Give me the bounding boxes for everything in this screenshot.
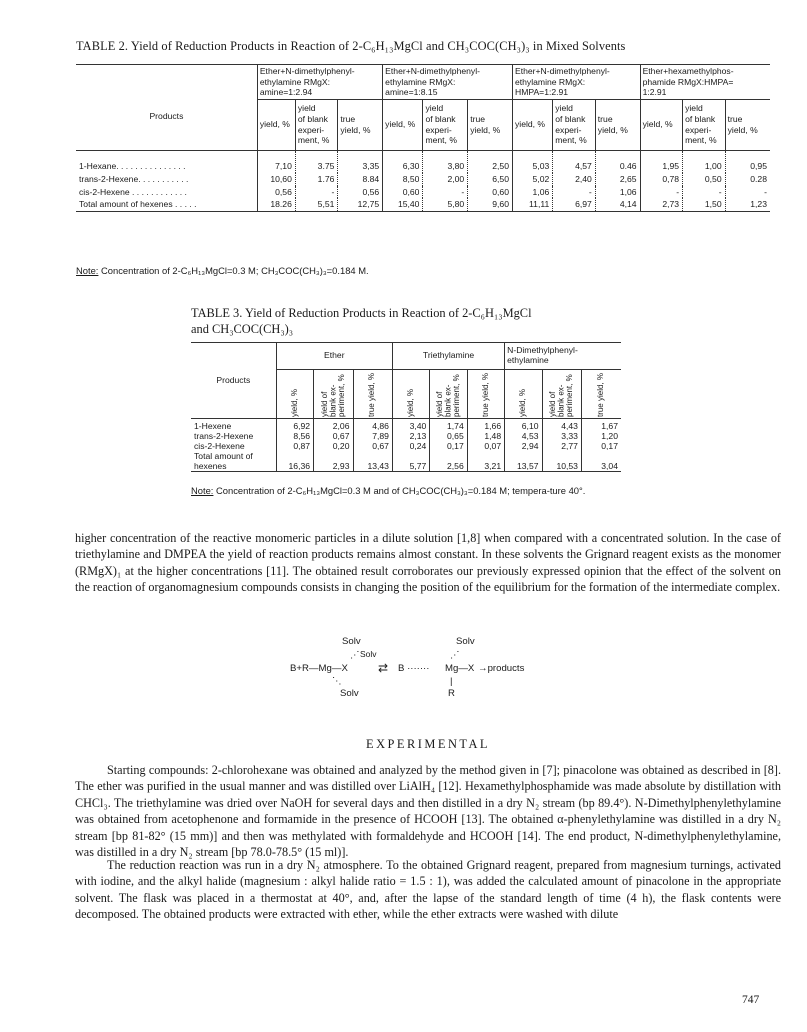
table2-cell: 11,11 bbox=[512, 198, 552, 211]
table2-subhead-blank-yield: yield of blank experi- ment, % bbox=[683, 100, 726, 151]
scheme-left-eq: B+R—Mg—X bbox=[290, 663, 348, 674]
table3-cell: 2,13 bbox=[392, 432, 429, 442]
table3-cell: 7,89 bbox=[353, 432, 392, 442]
table3-cell: 1,74 bbox=[430, 419, 467, 432]
table2-subhead-true-yield: true yield, % bbox=[468, 100, 513, 151]
table3-cell: 2,94 bbox=[505, 442, 542, 452]
table2-cell: - bbox=[295, 186, 338, 199]
table3-products-header: Products bbox=[191, 343, 276, 419]
table3-cell: 0,67 bbox=[353, 442, 392, 452]
table3-row bbox=[191, 462, 621, 472]
table3-row bbox=[191, 419, 621, 432]
table2-cell: 5,03 bbox=[512, 151, 552, 173]
scheme-slash-left: ⋰ bbox=[350, 650, 360, 661]
table3-cell: 0,20 bbox=[314, 442, 353, 452]
table3-row bbox=[191, 442, 621, 452]
table2 bbox=[76, 64, 770, 212]
table2-product-name: trans-2-Hexene. . . . . . . . . . . bbox=[79, 173, 189, 184]
table2-cell: 6,30 bbox=[383, 151, 423, 173]
paragraph-2: Starting compounds: 2-chlorohexane was obtained and analyzed by the method given in [7]; pinacolone was obtained as described in [8]. The ether was purified in the usual manner and was distilled over LiAlH₄ [12]. Hexamethylphosphamide was made absolute by distillation with CHCl₃. The triethylamine was dried over NaOH for several days and then distilled in a dry N₂ stream (bp 89.4°). N-Dimethylphenylethylamine was obtained from acetophenone and formamide in the presence of HCOOH [13]. The obtained α-phenylethylamine was distilled in a dry N₂ stream [bp 81-82° (15 mm)] and then was methylated with formaldehyde and HCOOH [14]. The end product, N-dimethylphenylethylamine, was distilled in a dry N₂ stream [bp 78.0-78.5° (15 ml)]. bbox=[75, 763, 781, 860]
table3-subhead: true yield, % bbox=[581, 370, 621, 419]
table2-cell: 2,00 bbox=[423, 173, 468, 186]
table2-subhead-true-yield: true yield, % bbox=[595, 100, 640, 151]
table2-row bbox=[76, 173, 770, 186]
table3-cell: 4,43 bbox=[542, 419, 581, 432]
table2-cell: 2,65 bbox=[595, 173, 640, 186]
table2-cell: 0,60 bbox=[383, 186, 423, 199]
table3-cell: 3,33 bbox=[542, 432, 581, 442]
table2-note: Note: Concentration of 2-C₆H₁₃MgCl=0.3 M; CH₃COC(CH₃)₃=0.184 M. bbox=[76, 265, 369, 276]
table2-group-2: Ether+N-dimethylphenyl- ethylamine RMgX: amine=1:8.15 bbox=[383, 65, 513, 100]
table2-cell: 10,60 bbox=[257, 173, 295, 186]
table2-cell: 18.26 bbox=[257, 198, 295, 211]
table2-products-header: Products bbox=[76, 65, 257, 151]
table3-cell: 13,43 bbox=[353, 462, 392, 472]
table2-cell: 7,10 bbox=[257, 151, 295, 173]
table2-cell: 4,57 bbox=[553, 151, 596, 173]
table3-cell: 2,06 bbox=[314, 419, 353, 432]
table2-row bbox=[76, 198, 770, 211]
table3-cell: 13,57 bbox=[505, 462, 542, 472]
table2-group-4: Ether+hexamethylphos- phamide RMgX:HMPA= 1:2.91 bbox=[640, 65, 770, 100]
table2-cell: 0,50 bbox=[683, 173, 726, 186]
table2-cell: - bbox=[725, 186, 770, 199]
table2-cell: 1,06 bbox=[595, 186, 640, 199]
table2-cell: 6,97 bbox=[553, 198, 596, 211]
table2-cell: 8.84 bbox=[338, 173, 383, 186]
table2-cell: 3.75 bbox=[295, 151, 338, 173]
table2-cell: 6,50 bbox=[468, 173, 513, 186]
table3-cell: 1,20 bbox=[581, 432, 621, 442]
scheme-products: →products bbox=[478, 663, 525, 674]
scheme-b-dots: B ······· bbox=[398, 663, 430, 674]
table2-row bbox=[76, 151, 770, 173]
table2-cell: - bbox=[423, 186, 468, 199]
table2-subhead-yield: yield, % bbox=[512, 100, 552, 151]
table3-cell: 0,17 bbox=[581, 442, 621, 452]
table2-cell: 5,51 bbox=[295, 198, 338, 211]
table3-cell: 6,10 bbox=[505, 419, 542, 432]
table3-cell: 1,48 bbox=[467, 432, 504, 442]
table3-subhead: yield, % bbox=[505, 370, 542, 419]
table2-subhead-true-yield: true yield, % bbox=[338, 100, 383, 151]
table2-subhead-yield: yield, % bbox=[257, 100, 295, 151]
scheme-solv-inner: Solv bbox=[360, 649, 377, 659]
scheme-mg-x: Mg—X bbox=[445, 663, 475, 674]
table3-cell: 6,92 bbox=[276, 419, 313, 432]
table2-cell: 9,60 bbox=[468, 198, 513, 211]
table3-subhead: true yield, % bbox=[353, 370, 392, 419]
table3-product-name: cis-2-Hexene bbox=[194, 440, 245, 451]
table2-subhead-blank-yield: yield of blank experi- ment, % bbox=[295, 100, 338, 151]
scheme-backslash: ⋱ bbox=[332, 676, 342, 687]
table2-cell: 0,56 bbox=[338, 186, 383, 199]
table2-subhead-yield: yield, % bbox=[383, 100, 423, 151]
reaction-scheme bbox=[290, 636, 550, 732]
table3-cell: 8,56 bbox=[276, 432, 313, 442]
scheme-equilibrium-arrows: ⇄ bbox=[378, 661, 389, 675]
table2-cell: 5,80 bbox=[423, 198, 468, 211]
table3-cell: 3,04 bbox=[581, 462, 621, 472]
scheme-solv-right: Solv bbox=[456, 636, 475, 647]
table2-cell: 1,06 bbox=[512, 186, 552, 199]
table2-cell: 2,50 bbox=[468, 151, 513, 173]
paragraph-3: The reduction reaction was run in a dry N₂ atmosphere. To the obtained Grignard reagent, prepared from magnesium turnings, activated with iodine, and the alkyl halide (magnesium : alkyl halide ratio = 1.5 : 1), was added the calculated amount of pinacolone in the appropriate solvent. The flask was placed in a thermostat at 40°, and, after the lapse of the standard length of time (4 h), the flask contents were decomposed. The obtained products were extracted with ether, while the ether extracts were washed with dilute bbox=[75, 858, 781, 922]
table3-subhead: yield of blank ex-periment, % bbox=[314, 370, 353, 419]
table3-subhead: yield, % bbox=[276, 370, 313, 419]
table3-cell: 2,77 bbox=[542, 442, 581, 452]
table3-cell: 3,21 bbox=[467, 462, 504, 472]
scheme-slash-right: ⋰ bbox=[450, 650, 460, 661]
table3-cell: 1,67 bbox=[581, 419, 621, 432]
table3-cell: 0,67 bbox=[314, 432, 353, 442]
table3-cell: 2,93 bbox=[314, 462, 353, 472]
table3-cell: 10,53 bbox=[542, 462, 581, 472]
table2-cell: 1,50 bbox=[683, 198, 726, 211]
scheme-r-bottom: R bbox=[448, 688, 455, 699]
table2-cell: 0.28 bbox=[725, 173, 770, 186]
page-number: 747 bbox=[742, 994, 760, 1006]
table3-cell: 0,17 bbox=[430, 442, 467, 452]
table2-cell: 2,73 bbox=[640, 198, 683, 211]
table3-product-name: trans-2-Hexene bbox=[194, 430, 254, 441]
table2-subhead-true-yield: true yield, % bbox=[725, 100, 770, 151]
scheme-vbar: | bbox=[450, 676, 453, 687]
table2-subhead-yield: yield, % bbox=[640, 100, 683, 151]
table2-subhead-blank-yield: yield of blank experi- ment, % bbox=[423, 100, 468, 151]
table2-cell: 2,40 bbox=[553, 173, 596, 186]
table2-cell: 0,95 bbox=[725, 151, 770, 173]
table3-cell: 1,66 bbox=[467, 419, 504, 432]
table2-subhead-blank-yield: yield of blank experi- ment, % bbox=[553, 100, 596, 151]
table2-cell: - bbox=[683, 186, 726, 199]
table3-note: Note: Concentration of 2-C₆H₁₃MgCl=0.3 M and of CH₃COC(CH₃)₃=0.184 M; tempera-ture 40°. bbox=[191, 485, 586, 496]
table3 bbox=[191, 342, 621, 472]
table2-cell: 1.76 bbox=[295, 173, 338, 186]
paragraph-1: higher concentration of the reactive monomeric particles in a dilute solution [1,8] when compared with a concentrated solution. In the case of triethylamine and DMPEA the yield of reaction products remains almost constant. In these solvents the Grignard reagent exists as the monomer (RMgX)₁ at the higher concentrations [11]. The obtained result corroborates our previously expressed opinion that the effect of the solvent on the reaction of organomagnesium compounds consists in changing the position of the equilibrium for the formation of the intermediate complex. bbox=[75, 531, 781, 595]
table3-cell: 0,65 bbox=[430, 432, 467, 442]
table2-cell: 3,35 bbox=[338, 151, 383, 173]
table2-cell: 5,02 bbox=[512, 173, 552, 186]
table2-cell: 15,40 bbox=[383, 198, 423, 211]
table3-caption: TABLE 3. Yield of Reduction Products in Reaction of 2-C₆H₁₃MgCl and CH₃COC(CH₃)₃ bbox=[191, 306, 532, 337]
scheme-solv-left: Solv bbox=[342, 636, 361, 647]
table3-row bbox=[191, 432, 621, 442]
table3-subhead: yield of blank ex-periment, % bbox=[430, 370, 467, 419]
table2-group-3: Ether+N-dimethylphenyl- ethylamine RMgX: HMPA=1:2.91 bbox=[512, 65, 640, 100]
table3-cell: 4,53 bbox=[505, 432, 542, 442]
table2-product-name: 1-Hexane. . . . . . . . . . . . . . . bbox=[79, 161, 186, 172]
table3-product-name: 1-Hexene bbox=[194, 421, 232, 431]
table3-subhead: yield, % bbox=[392, 370, 429, 419]
section-heading-experimental: EXPERIMENTAL bbox=[366, 737, 490, 751]
table3-cell: 5,77 bbox=[392, 462, 429, 472]
table2-group-1: Ether+N-dimethylphenyl- ethylamine RMgX: amine=1:2.94 bbox=[257, 65, 382, 100]
table2-cell: 0,60 bbox=[468, 186, 513, 199]
table2-cell: - bbox=[640, 186, 683, 199]
table2-caption: TABLE 2. Yield of Reduction Products in Reaction of 2-C₆H₁₃MgCl and CH₃COC(CH₃)₃ in Mixed Solvents bbox=[76, 39, 626, 53]
table2-cell: 1,23 bbox=[725, 198, 770, 211]
table2-cell: 4,14 bbox=[595, 198, 640, 211]
table3-cell: 0,87 bbox=[276, 442, 313, 452]
table3-group-ether: Ether bbox=[276, 343, 392, 370]
table2-row bbox=[76, 186, 770, 199]
table2-cell: 1,95 bbox=[640, 151, 683, 173]
table3-cell: 0,24 bbox=[392, 442, 429, 452]
table2-cell: 8,50 bbox=[383, 173, 423, 186]
scheme-solv-bottom: Solv bbox=[340, 688, 359, 699]
table2-cell: 1,00 bbox=[683, 151, 726, 173]
table2-cell: 3,80 bbox=[423, 151, 468, 173]
table3-cell: 3,40 bbox=[392, 419, 429, 432]
table3-product-name: hexenes bbox=[191, 462, 276, 472]
table3-product-name: Total amount of bbox=[194, 450, 253, 461]
table3-subhead: true yield, % bbox=[467, 370, 504, 419]
table3-group-dmpea: N-Dimethylphenyl-ethylamine bbox=[505, 343, 621, 370]
table2-cell: - bbox=[553, 186, 596, 199]
table3-cell: 2,56 bbox=[430, 462, 467, 472]
table3-cell: 16,36 bbox=[276, 462, 313, 472]
table2-product-name: cis-2-Hexene . . . . . . . . . . . . bbox=[79, 186, 187, 197]
table3-cell: 0,07 bbox=[467, 442, 504, 452]
table3-subhead: yield of blank ex-periment, % bbox=[542, 370, 581, 419]
table2-cell: 12,75 bbox=[338, 198, 383, 211]
table2-cell: 0,78 bbox=[640, 173, 683, 186]
table2-cell: 0,56 bbox=[257, 186, 295, 199]
table3-cell: 4,86 bbox=[353, 419, 392, 432]
table3-group-triethylamine: Triethylamine bbox=[392, 343, 504, 370]
table2-cell: 0.46 bbox=[595, 151, 640, 173]
table2-product-name: Total amount of hexenes . . . . . bbox=[76, 198, 257, 211]
